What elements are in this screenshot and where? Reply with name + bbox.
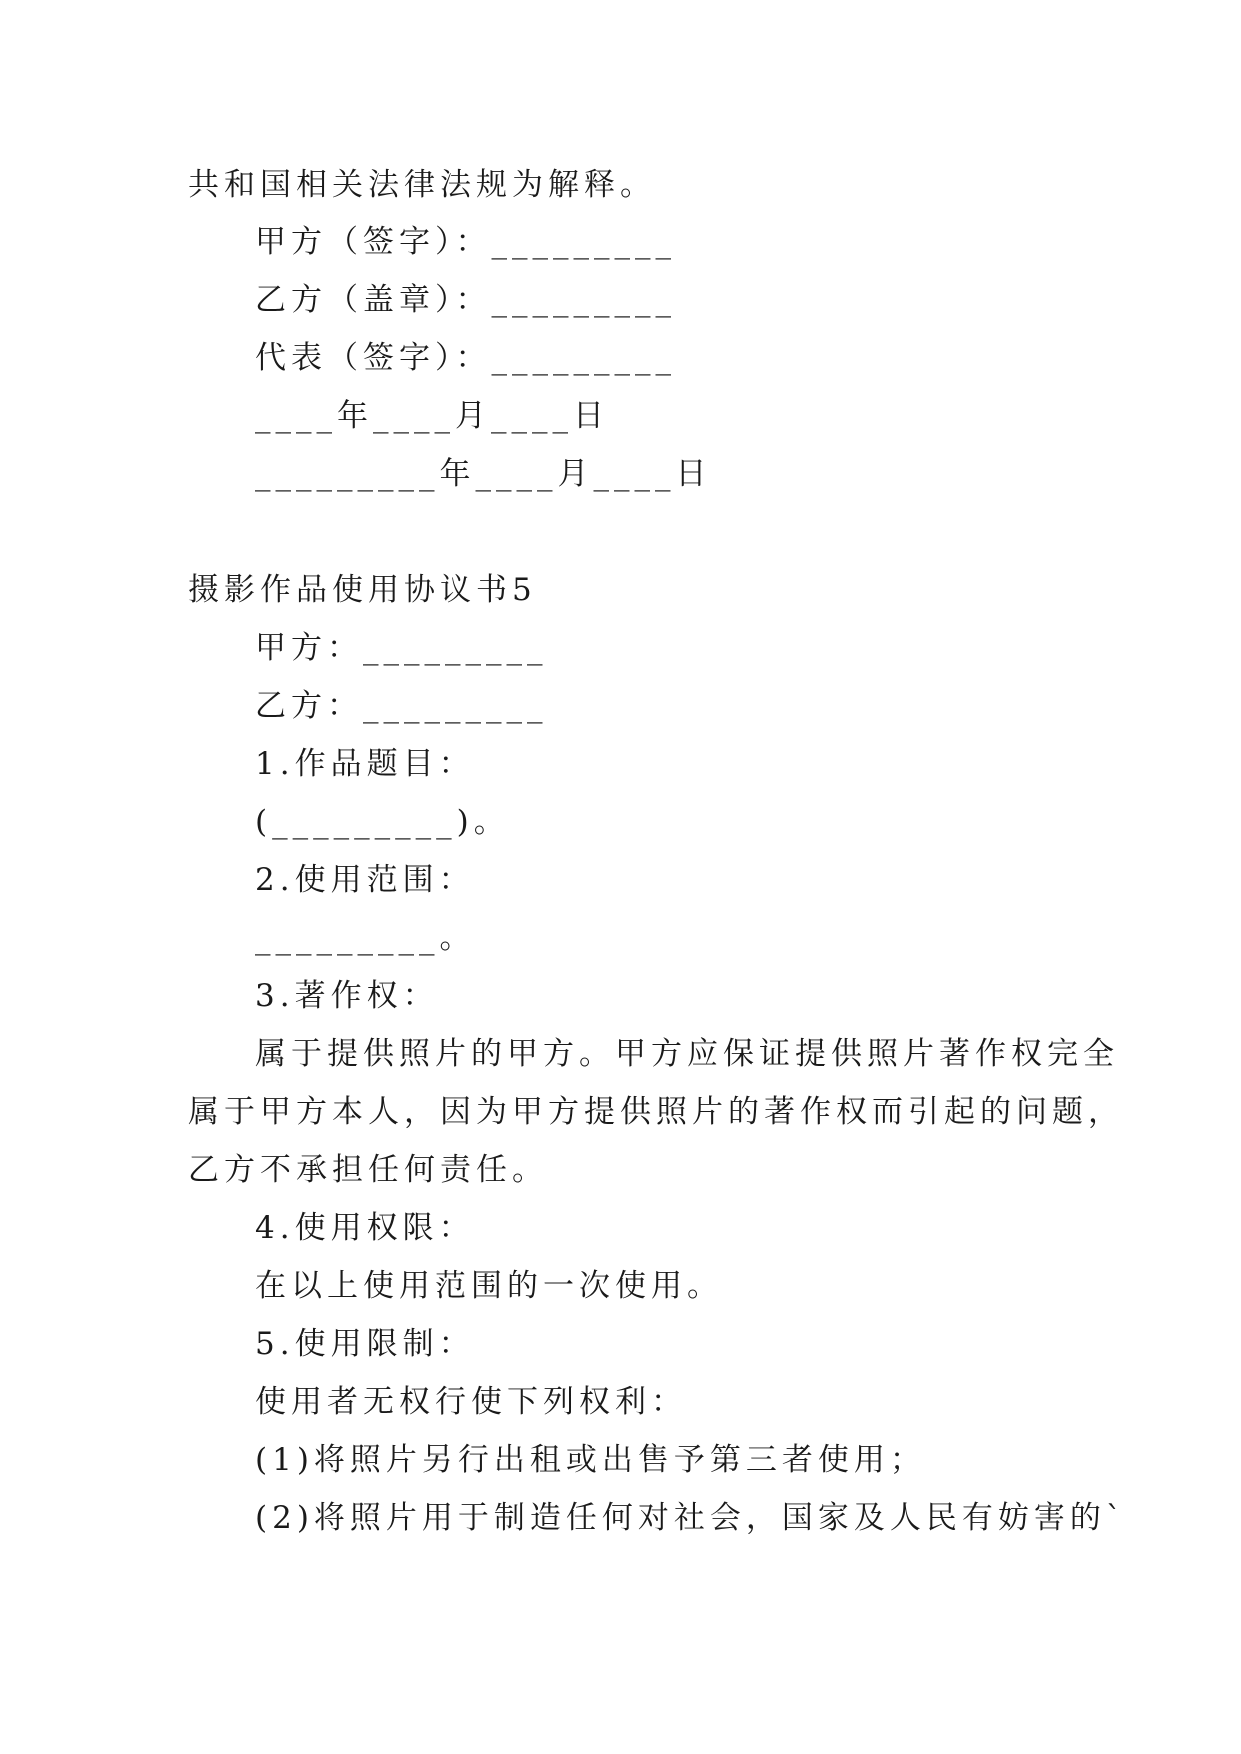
text-line-law-interpretation: 共和国相关法律法规为解释。	[188, 167, 656, 203]
date-line-1: ____年____月____日	[255, 398, 609, 434]
clause-2-heading: 2.使用范围：	[255, 862, 475, 898]
date-line-2: _________年____月____日	[255, 456, 712, 492]
clause-4-heading: 4.使用权限：	[255, 1210, 475, 1246]
party-b-field: 乙方：_________	[255, 688, 548, 724]
restriction-item-1: (1)将照片另行出租或出售予第三者使用；	[255, 1442, 926, 1478]
clause-1-blank: (_________)。	[255, 804, 510, 840]
clause-4-text: 在以上使用范围的一次使用。	[255, 1268, 723, 1304]
signature-representative: 代表（签字）：_________	[255, 340, 676, 376]
clause-2-blank: _________。	[255, 920, 476, 956]
party-a-field: 甲方：_________	[255, 630, 548, 666]
clause-3-heading: 3.著作权：	[255, 978, 439, 1014]
clause-3-text-1: 属于提供照片的甲方。甲方应保证提供照片著作权完全	[255, 1036, 1119, 1072]
restriction-item-2: (2)将照片用于制造任何对社会，国家及人民有妨害的`	[255, 1500, 1127, 1536]
agreement-title: 摄影作品使用协议书5	[188, 572, 537, 608]
clause-5-text: 使用者无权行使下列权利：	[255, 1384, 687, 1420]
clause-5-heading: 5.使用限制：	[255, 1326, 475, 1362]
clause-3-text-3: 乙方不承担任何责任。	[188, 1152, 548, 1188]
clause-1-heading: 1.作品题目：	[255, 746, 475, 782]
seal-party-b: 乙方（盖章）：_________	[255, 282, 676, 318]
signature-party-a: 甲方（签字）：_________	[255, 224, 676, 260]
clause-3-text-2: 属于甲方本人，因为甲方提供照片的著作权而引起的问题，	[188, 1094, 1124, 1130]
